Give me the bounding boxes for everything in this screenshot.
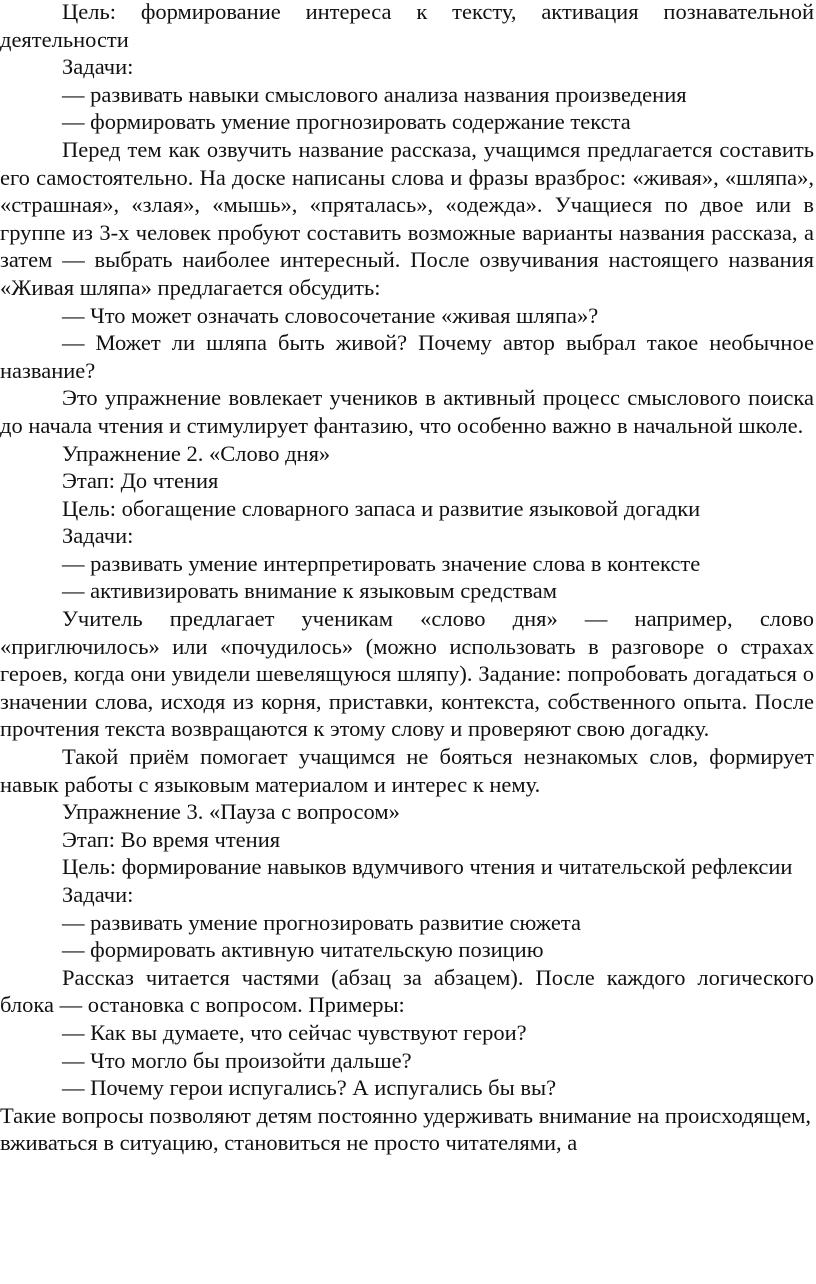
paragraph-task-item: — формировать умение прогнозировать содержание текста [62,109,631,135]
paragraph-tasks-heading-1: Задачи: [62,54,134,80]
paragraph-body: Это упражнение вовлекает учеников в активный процесс смыслового поиска до начала чтения и стимулирует фантазию, что особенно важно в начальной школе. [0,385,814,438]
paragraph-body: Рассказ читается частями (абзац за абзацем). После каждого логического блока — остановка с вопросом. Примеры: [0,964,814,1018]
paragraph-tasks-heading-2: Задачи: [62,523,134,549]
paragraph-task-item: — развивать умение прогнозировать развитие сюжета [62,909,582,935]
paragraph-goal-3: Цель: формирование навыков вдумчивого чтения и читательской рефлексии [62,854,793,880]
paragraph-task-item: — развивать навыки смыслового анализа названия произведения [62,81,687,107]
exercise-heading-2: Упражнение 2. «Слово дня» [62,440,331,466]
paragraph-task-item: — формировать активную читательскую позицию [62,937,544,963]
paragraph-tasks-heading-3: Задачи: [62,882,134,907]
paragraph-body: Учитель предлагает ученикам «слово дня» — например, слово «приглючилось» или «почудилось» (можно использовать в разговоре о страхах героев, когда они увидели шевелящуюся шляпу). Задание: попробовать догадаться о значении слова, исходя из корня, приставки, контекста, собственного опыта. После прочтения текста возвращаются к этому слову и проверяют свою догадку. [0,606,814,742]
paragraph-question: — Как вы думаете, что сейчас чувствуют герои? [62,1019,527,1045]
paragraph-stage: Этап: Во время чтения [62,826,281,852]
paragraph-body: Перед тем как озвучить название рассказа, учащимся предлагается составить его самостоятельно. На доске написаны слова и фразы вразброс: «живая», «шляпа», «страшная», «злая», «мышь», «пряталась», «одежда». Учащиеся по двое или в группе из 3-х человек пробуют составить возможные варианты названия рассказа, а затем — выбрать наиболее интересный. После озвучивания настоящего названия «Живая шляпа» предлагается обсудить: [0,136,814,300]
exercise-heading-3: Упражнение 3. «Пауза с вопросом» [62,799,400,825]
paragraph-task-item: — развивать умение интерпретировать значение слова в контексте [62,550,701,576]
paragraph-goal-1: Цель: формирование интереса к тексту, активация познавательной деятельности [0,0,814,52]
paragraph-stage: Этап: До чтения [62,468,219,494]
paragraph-question: — Что могло бы произойти дальше? [62,1047,412,1073]
paragraph-body: Такой приём помогает учащимся не бояться незнакомых слов, формирует навык работы с языковым материалом и интерес к нему. [0,744,814,797]
paragraph-task-item: — активизировать внимание к языковым средствам [62,578,557,604]
paragraph-question: — Может ли шляпа быть живой? Почему автор выбрал такое необычное название? [0,330,814,383]
paragraph-question: — Почему герои испугались? А испугались бы вы? [62,1075,557,1101]
paragraph-goal-2: Цель: обогащение словарного запаса и развитие языковой догадки [62,495,701,521]
paragraph-question: — Что может означать словосочетание «живая шляпа»? [62,302,599,328]
paragraph-body-last: Такие вопросы позволяют детям постоянно удерживать внимание на происходящем, вживаться в ситуацию, становиться не просто читателями, а [0,1102,812,1156]
